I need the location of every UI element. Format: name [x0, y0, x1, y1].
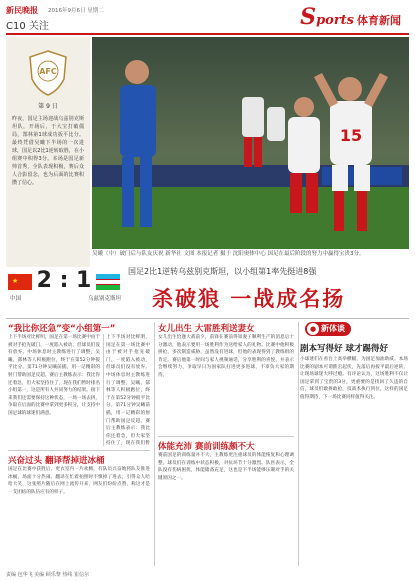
masthead: 新民晚报 — [6, 6, 38, 15]
scoreboard — [6, 268, 124, 314]
article-1-body-cont: 上下半场对比鲜明，国足在第一场比赛中由于被对手抢先破门，一度陷入被动，但球员们没有放弃。中场休息时主教练进行了调整，吴曦、郜林等人积极跑位，终于在第52分钟扳平比分。第71分钟吴曦前插，用一记精彩的射门帮助国足反超。赛后主教练表示：我比你还着急，但大家坚持住了，现在我们暂 — [106, 335, 150, 446]
home-team: 中国 — [10, 296, 22, 302]
sports-word: ports — [316, 13, 354, 28]
article-4-body: 赛前国足的训练量并不大，主教练更注重球员的体能恢复和心理调整。球员们在训练中状态积极，对抗环节十分激烈。队医表示，全队没有伤病困扰，体能储备充足，这也是下半场能够压制对手的关键原因之一。 — [158, 453, 294, 481]
header-rule — [6, 33, 409, 35]
intro-column — [6, 37, 90, 267]
sports-section-title — [300, 4, 401, 30]
day-label: 第 9 日 — [38, 103, 58, 110]
column-divider — [154, 322, 155, 566]
article-5-headline: 剧本写得好 球才踢得好 — [300, 344, 388, 354]
uzbekistan-flag-icon — [96, 274, 120, 290]
article-3-headline: 女儿出生 大雷胜利送妻女 — [158, 324, 255, 334]
article-1-body: 上下半场对比鲜明，国足在第一场比赛中由于被对手抢先破门，一度陷入被动，但球员们没有放弃。中场休息时主教练进行了调整，吴曦、郜林等人积极跑位，终于在第52分钟扳平比分。第71分钟吴曦前插，用一记精彩的射门帮助国足反超。赛后主教练表示：我比你还着急，但大家坚持住了，现在我们暂时排名小组第一，这是所有人共同努力的结果。接下来我们还需要保持这种状态，一场一场去拼，争取在后面的比赛中拿到更多积分，让支持中国足球的球迷们满意。 — [8, 335, 100, 416]
sports-initial: S — [300, 4, 317, 30]
badge-circle-icon: ● — [307, 323, 319, 335]
article-3-body: 女儿出生恰逢大战前夕，前锋在赛前得知妻子顺利生产的消息后十分激动，他表示要用一场胜利作为送给家人的礼物。比赛中他积极拼抢，多次制造威胁，虽然没有进球，但他的表现得到了教练组的肯定。赛后他第一时间与家人视频通话，分享胜利的喜悦，并表示会继续努力，争取早日为国家队打进更多进球，不辜负大家的期待。 — [158, 335, 294, 378]
match-photo — [92, 37, 409, 249]
article-divider — [8, 450, 150, 451]
logo-text: AFC — [39, 67, 57, 76]
intro-text: 昨夜，国足主场迎战乌兹别克斯坦队，开场后，于大宝打破僵局，郜林第1球成功扳平比分。最终凭借吴曦下半场的一次进球，国足以2比1逆转取胜，在小组赛中积得3分。本场是国足新帅首秀，全队表现积极，赛后众人合影留念，也为后面的比赛积攒了信心。 — [12, 116, 84, 186]
sports-cn-title: 体育新闻 — [357, 14, 401, 27]
china-flag-icon — [8, 274, 32, 290]
photo-caption: 吴曦（中）破门后与队友庆祝 新华社 文图 本报记者 摄于 沈阳奥体中心 国足在最后阶段的努力中赢得宝贵3分。 — [92, 251, 365, 257]
dateline: 2016年9月6日 星期二 — [48, 8, 104, 14]
section-code: C10 关注 — [6, 21, 49, 32]
headline-rule — [6, 318, 409, 319]
article-5-body: 小球迷们在看台上高举横幅，为国足加油助威。本场比赛的剧本可谓跌宕起伏，先落后再扳平最后逆转，让现场球迷大呼过瘾。有评论认为，这场胜利不仅让国足拿到了宝贵的3分，更重要的是找回了久违的自信，球员们敢拼敢抢，技战术执行到位，这样的国足值得期待，下一场比赛同样值得关注。 — [300, 357, 408, 400]
article-1-headline: “我比你还急”变“小组第一” — [8, 324, 116, 334]
article-2-headline: 兴奋过头 翻译帮掉进冰桶 — [8, 456, 105, 466]
page-header — [0, 0, 415, 36]
column-badge — [305, 322, 351, 336]
badge-label: 新体谈 — [321, 324, 345, 333]
article-2-body: 国足在比赛中获胜后，更衣室内一片欢腾，有队员兴奋地将队友推进冰桶，场面十分热闹。翻译在忙着拍照时不慎掉了进去，引得众人哈哈大笑，这张照片随后在网上流传开来，网友们纷纷点赞，称这才是一支团结的队伍应有的样子。 — [8, 467, 150, 495]
article-divider — [158, 436, 294, 437]
final-score: 2 : 1 — [36, 268, 92, 293]
column-divider — [103, 334, 104, 446]
svg-text:15: 15 — [339, 126, 363, 145]
away-team: 乌兹别克斯坦 — [88, 296, 122, 302]
main-headline: 杀破狼 一战成名扬 — [152, 286, 346, 311]
svg-text:★: ★ — [12, 277, 19, 285]
afc-logo-icon — [28, 49, 68, 97]
article-4-headline: 体能充沛 赛前训练颇不大 — [158, 442, 255, 452]
page-footer: 责编 包华飞 美编 顾乐黎 热线 崔信尔 — [6, 572, 89, 578]
column-divider — [298, 322, 299, 566]
headline-deck: 国足2比1逆转乌兹别克斯坦，以小组第1率先挺进8强 — [128, 267, 317, 276]
